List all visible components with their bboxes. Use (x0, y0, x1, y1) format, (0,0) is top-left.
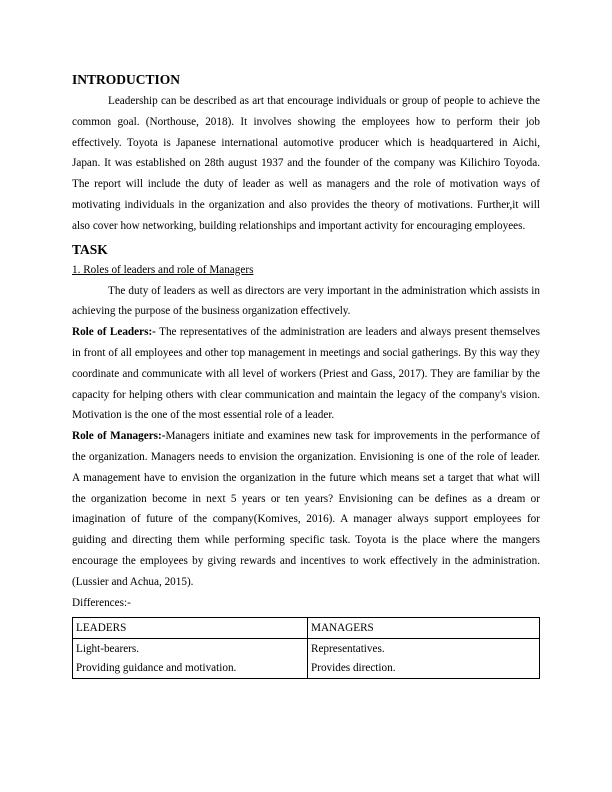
managers-role-text: Managers initiate and examines new task for improvements in the performance of the organization. Managers needs to envision the organization. Envisioning is one of the role of leader. A management have to envision the organization in the future which means set a target that what will the organization become in next 5 years or ten years? Envisioning can be defines as a dream or imagination of future of the company(Komives, 2016). A manager always support employees for guiding and directing them while performing specific task. Toyota is the place where the mangers encourage the employees by giving rewards and incentives to work effectively in the administration. (Lussier and Achua, 2015). (72, 430, 540, 588)
task-intro-paragraph: The duty of leaders as well as directors are very important in the administration which assists in achieving the purpose of the business organization effectively. (72, 284, 540, 318)
table-cell-line: Provides direction. (311, 662, 396, 675)
document-page (72, 71, 540, 679)
managers-role-paragraph (72, 426, 540, 592)
differences-label: Differences:- (72, 596, 131, 609)
leaders-role-paragraph (72, 322, 540, 426)
managers-role-label: Role of Managers:- (72, 430, 166, 443)
table-header-row (73, 618, 540, 639)
introduction-heading: INTRODUCTION (72, 72, 181, 87)
table-cell-line: Representatives. (311, 643, 385, 656)
table-header-managers: MANAGERS (308, 618, 540, 639)
table-cell-leaders (73, 639, 308, 679)
table-row (73, 639, 540, 679)
table-header-leaders: LEADERS (73, 618, 308, 639)
leaders-role-text: The representatives of the administration are leaders and always present themselves in front of all employees and other top management in meetings and social gatherings. By this way they coordinate and communicate with all level of workers (Priest and Gass, 2017). They are familiar by the capacity for helping others with clear communication and maintain the legacy of the company's vision. Motivation is the one of the most essential role of a leader. (72, 326, 540, 422)
task-subheading: 1. Roles of leaders and role of Managers (72, 263, 254, 276)
table-cell-line: Light-bearers. (76, 643, 140, 656)
differences-table (72, 617, 540, 679)
table-cell-managers (308, 639, 540, 679)
leaders-role-label: Role of Leaders:- (72, 326, 156, 339)
introduction-paragraph: Leadership can be described as art that encourage individuals or group of people to achieve the common goal. (Northouse, 2018). It involves showing the employees how to perform their job effectively. Toyota is Japanese international automotive producer which is headquartered in Aichi, Japan. It was established on 28th august 1937 and the founder of the company was Kilichiro Toyoda. The report will include the duty of leader as well as managers and the role of motivation ways of motivating individuals in the organization and also provides the theory of motivations. Further,it will also cover how networking, building relationships and important activity for encouraging employees. (72, 95, 540, 232)
table-cell-line: Providing guidance and motivation. (76, 662, 237, 675)
task-heading: TASK (72, 241, 108, 257)
